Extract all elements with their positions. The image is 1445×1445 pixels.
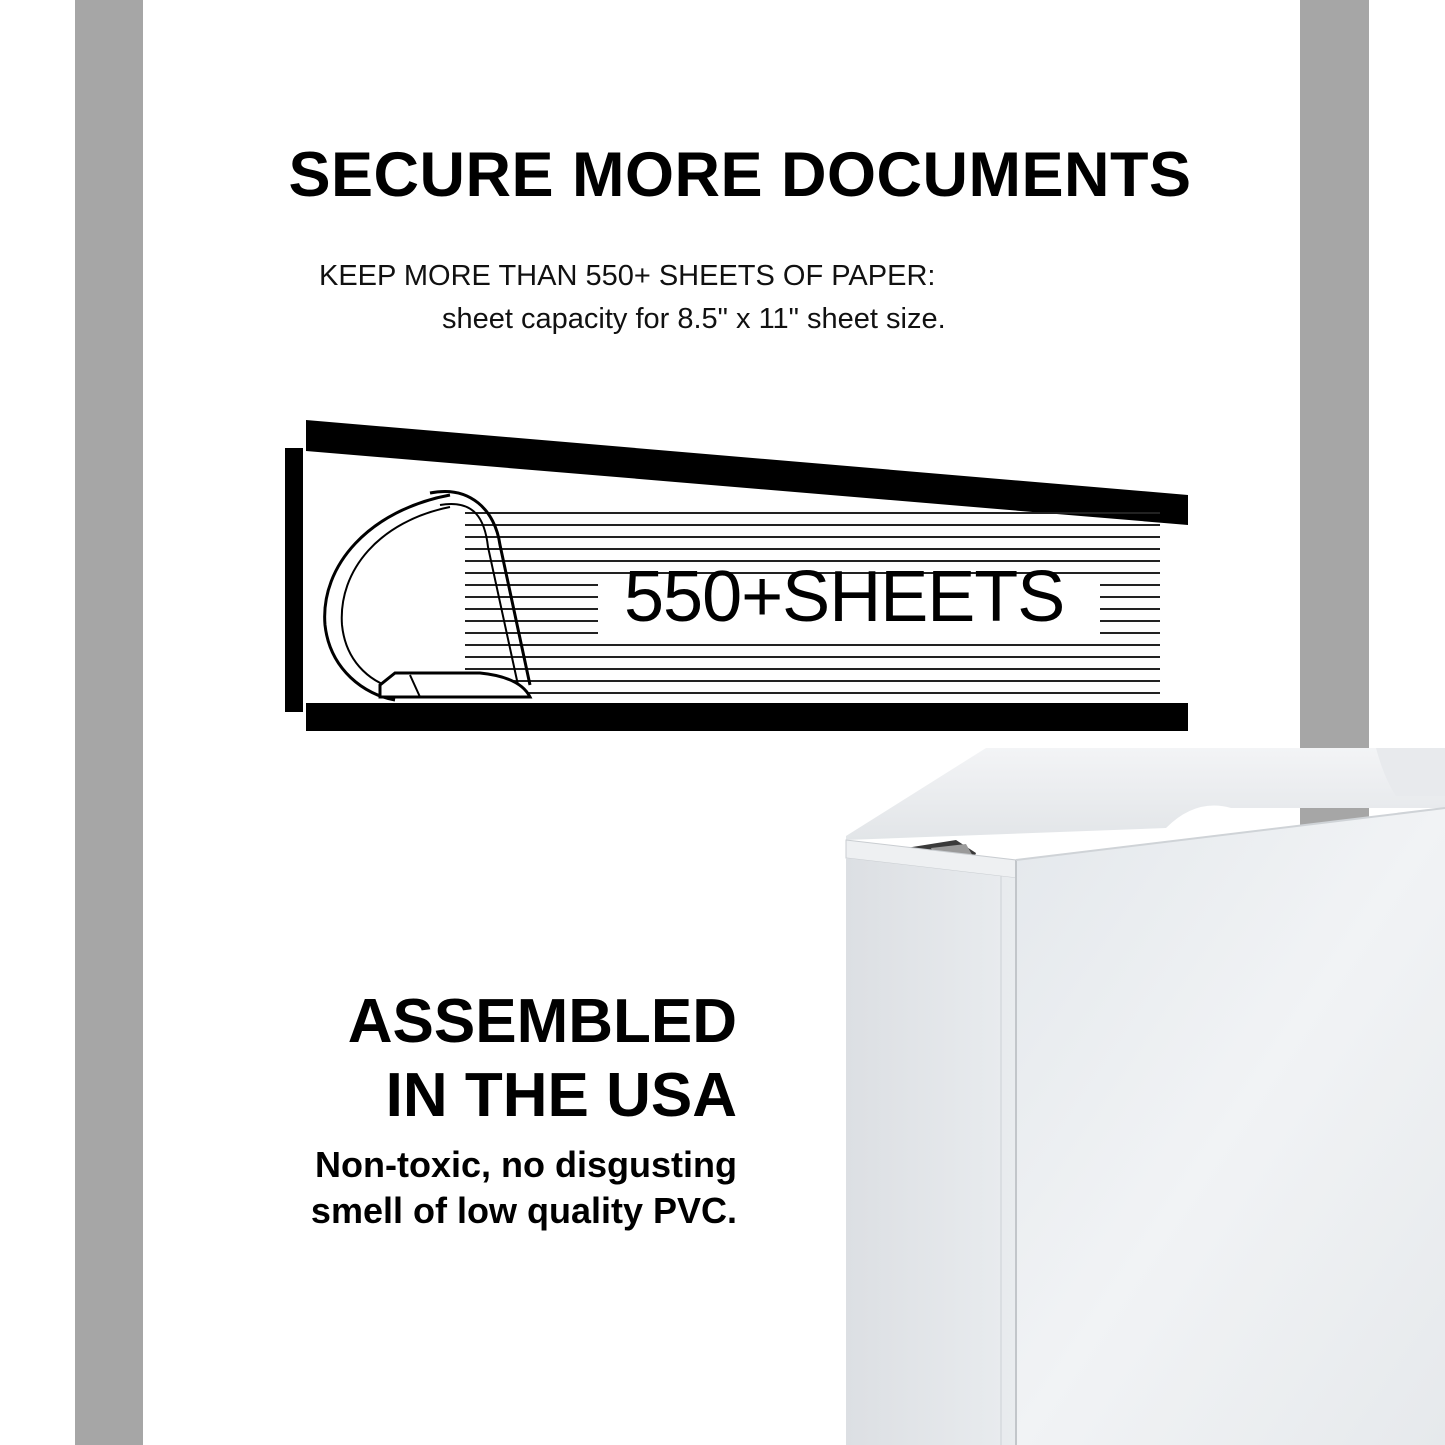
capacity-line-2: sheet capacity for 8.5" x 11" sheet size. (442, 303, 946, 335)
diagram-label: 550+SHEETS (624, 557, 1065, 637)
assembled-heading (348, 985, 737, 1133)
left-gray-bar (75, 0, 143, 1445)
assembled-line-2: IN THE USA (385, 1061, 737, 1130)
assembled-note-line-1: Non-toxic, no disgusting (315, 1144, 737, 1185)
capacity-line-1: KEEP MORE THAN 550+ SHEETS OF PAPER: (319, 260, 936, 292)
headline: SECURE MORE DOCUMENTS (288, 140, 1192, 210)
assembled-line-1: ASSEMBLED (347, 987, 737, 1056)
assembled-note (311, 1142, 737, 1234)
white-binder-photo (836, 748, 1445, 1445)
assembled-note-line-2: smell of low quality PVC. (310, 1190, 737, 1231)
